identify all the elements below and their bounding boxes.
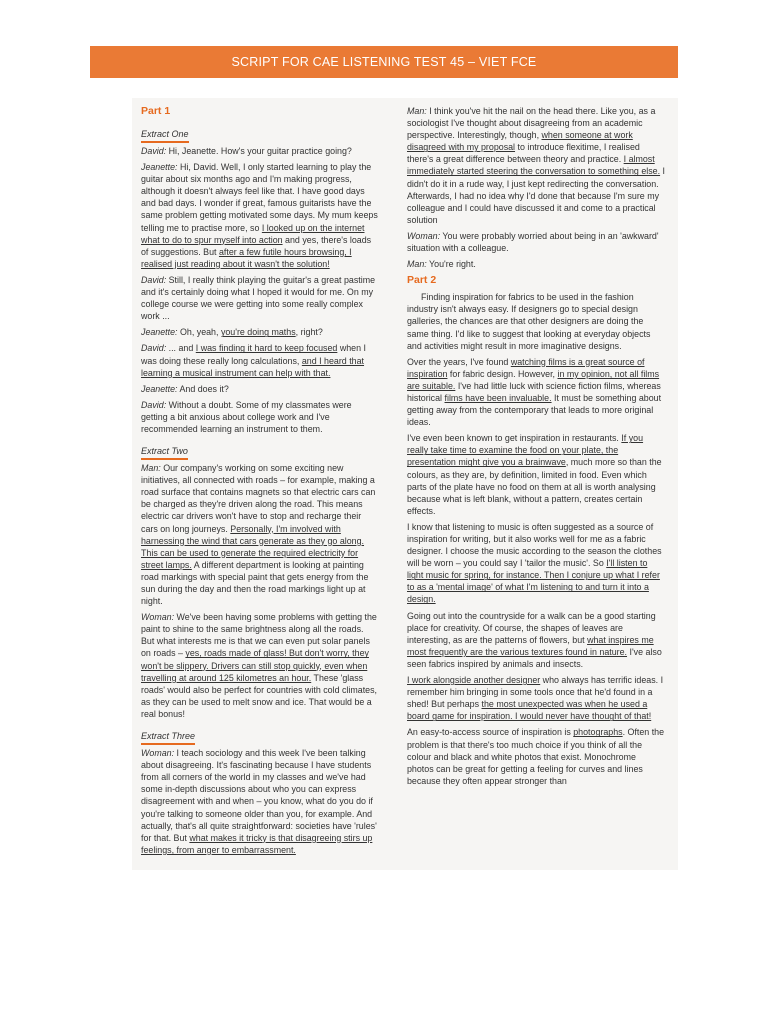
paragraph: I've even been known to get inspiration in restaurants. If you really take time to examine the food on your plate, the presentation might give you a brainwave, much more so than the colours, as they are, by definition, limited in food. Even which parts of the plate have no food on them at all is worth analysing because what is left blank, without a pattern, creates certain effects. — [407, 433, 662, 516]
dialogue-line: Man: I think you've hit the nail on the head there. Like you, as a sociologist I've thought about disagreeing from an academic perspective. Interestingly, though, when someone at work disagreed with my proposal to introduce flexitime, I realised there's a great difference between theory and practice. I almost immediately started steering the conversation to something else. I didn't do it in a rude way, I just kept redirecting the conversation. Afterwards, I had no idea why I'd done that because I'm sure my colleague and I could have discussed it and come to a practical solution — [407, 106, 666, 225]
dialogue-line: Woman: I teach sociology and this week I've been talking about disagreeing. It's fascinating because I have students from all corners of the world in my classes and we've had some in-depth discussions about who you can express disagreement with and when – you know, what do you do if you're talking to someone older than you, for example. And actually, that's all quite straightforward: societies have 'rules' for that. But what makes it tricky is that disagreeing stirs up feelings, from anger to embarrassment. — [141, 748, 377, 855]
part-2-heading: Part 2 — [407, 274, 437, 287]
dialogue-line: Woman: You were probably worried about being in an 'awkward' situation with a colleague. — [407, 230, 659, 254]
underlined-answer: and I heard that learning a musical instrument can help with that. — [141, 355, 365, 378]
speaker: Jeanette: — [141, 327, 178, 338]
speaker: Man: — [407, 259, 427, 270]
underlined-answer: I looked up on the internet what to do to spur myself into action — [141, 222, 365, 245]
dialogue-line: Jeanette: And does it? — [141, 383, 229, 394]
underlined-answer: after a few futile hours browsing, I realised just reading about it wasn't the solution! — [141, 246, 352, 269]
underlined-answer: the most unexpected was when he used a board game for inspiration. I would never have thought of that! — [407, 699, 652, 722]
right-column — [407, 105, 665, 791]
underlined-answer: watching films is a great source of inspiration — [407, 356, 645, 379]
dialogue-line: David: Still, I really think playing the guitar's a great pastime and it's certainly doing what I hoped it would for me. On my college course we were getting into some really complex work ... — [141, 274, 376, 322]
underlined-answer: I work alongside another designer — [407, 675, 541, 686]
speaker: David: — [141, 274, 167, 285]
extract-two-heading: Extract Two — [141, 445, 188, 460]
speaker: Jeanette: — [141, 383, 178, 394]
paragraph: Over the years, I've found watching films is a great source of inspiration for fabric design. However, in my opinion, not all films are suitable. I've had little luck with science fiction films, whereas historical films have been invaluable. It must be something about getting away from the contemporary that leads to more original ideas. — [407, 356, 662, 428]
dialogue-line: Man: You're right. — [407, 259, 476, 270]
underlined-answer: films have been invaluable. — [444, 392, 552, 403]
dialogue-line: David: Without a doubt. Some of my classmates were getting a bit anxious about college work and I've recommended learning an instrument to them. — [141, 399, 352, 434]
left-column — [141, 105, 379, 860]
underlined-answer: what inspires me most frequently are the various textures found in nature. — [407, 634, 654, 657]
dialogue-line: Jeanette: Oh, yeah, you're doing maths, right? — [141, 327, 323, 338]
dialogue-line: David: Hi, Jeanette. How's your guitar practice going? — [141, 146, 352, 156]
underlined-answer: If you really take time to examine the food on your plate, the presentation might give you a brainwave — [407, 433, 644, 468]
speaker: David: — [141, 146, 167, 156]
paragraph: Going out into the countryside for a walk can be a good starting place for creativity. Of course, the shapes of leaves are interesting, as are the patterns of flowers, but what inspires me most frequently are the various textures found in nature. I've also seen fabrics inspired by animals and insects. — [407, 610, 662, 669]
paragraph: Finding inspiration for fabrics to be used in the fashion industry isn't always easy. If designers go to special design galleries, the chances are that other designers are doing the same thing. I'd like to suggest that looking at everyday objects and activities might result in more imaginative designs. — [407, 292, 651, 351]
dialogue-line: Woman: We've been having some problems with getting the paint to shine to the same brightness along all the roads. But what interests me is that we can even put solar panels on roads – yes, roads made of glass! But don't worry, they won't be slippery. Drivers can still stop quickly, even when travelling at around 125 kilometres an hour. These 'glass roads' would also be perfect for countries with cold climates, as they can be used to melt snow and ice. That would be a real bonus! — [141, 612, 378, 719]
dialogue-line: Jeanette: Hi, David. Well, I only started learning to play the guitar about six months ago and I'm making progress, although it doesn't always feel like that. I have good days and bad days. I wonder if great, famous guitarists have the same problem getting motivated some days. My mum keeps telling me to practise more, so I looked up on the internet what to do to spur myself into action and yes, there's loads of suggestions. But after a few futile hours browsing, I realised just reading about it wasn't the solution! — [141, 162, 378, 269]
part-1-heading: Part 1 — [141, 105, 171, 117]
underlined-answer: Personally, I'm involved with harnessing the wind that cars generate as they go along. This can be used to generate the required electricity for street lamps. — [141, 523, 365, 570]
underlined-answer: I'll listen to light music for spring, for instance. Then I conjure up what I refer to as a 'mental image' of what I'm listening to and turn it into a design. — [407, 558, 660, 605]
paragraph: I work alongside another designer who always has terrific ideas. I remember him bringing in some tools once that he'd found in a shed! But perhaps the most unexpected was when he used a board game for inspiration. I would never have thought of that! — [407, 675, 664, 722]
underlined-answer: I was finding it hard to keep focused — [195, 343, 338, 354]
underlined-answer: I almost immediately started steering the conversation to something else. — [407, 154, 661, 177]
underlined-answer: photographs — [573, 727, 623, 738]
underlined-answer: when someone at work disagreed with my proposal — [407, 130, 633, 153]
speaker: David: — [141, 399, 167, 410]
dialogue-line: Man: Our company's working on some exciting new initiatives, all connected with roads – for example, making a road surface that contains magnets so that electric cars can be charged as they're driven along the road. This means electric car drivers won't have to stop and recharge their cars on long journeys. Personally, I'm involved with harnessing the wind that cars generate as they go along. This can be used to generate the required electricity for street lamps. A different department is looking at painting road markings with special paint that gets energy from the sun during the day and then the road markings light up at night. — [141, 463, 376, 607]
paragraph: I know that listening to music is often suggested as a source of inspiration for writing, but it also works well for me as a fabric designer. I choose the music according to the season the clothes will be worn – you could say I 'tailor the music'. So I'll listen to light music for spring, for instance. Then I conjure up what I refer to as a 'mental image' of what I'm listening to and turn it into a design. — [407, 521, 662, 605]
speaker: Woman: — [141, 612, 175, 623]
underlined-answer: you're doing maths — [220, 327, 296, 338]
extract-one-heading: Extract One — [141, 128, 189, 143]
document-title-banner: SCRIPT FOR CAE LISTENING TEST 45 – VIET FCE — [90, 46, 678, 78]
underlined-answer: yes, roads made of glass! But don't worry, they won't be slippery. Drivers can still stop quickly, even when travelling at around 125 kilometres an hour. — [141, 648, 369, 683]
extract-three-heading: Extract Three — [141, 730, 195, 745]
paragraph: An easy-to-access source of inspiration is photographs. Often the problem is that there's too much choice if you think of all the colour and black and white photos that exist. Monochrome photos can be great for getting a feeling for curves and lines because they often appear stronger than — [407, 727, 665, 786]
dialogue-line: David: ... and I was finding it hard to keep focused when I was doing these really long calculations, and I heard that learning a musical instrument can help with that. — [141, 343, 366, 378]
speaker: Man: — [407, 106, 427, 116]
underlined-answer: in my opinion, not all films are suitable. — [407, 368, 660, 391]
speaker: Woman: — [407, 230, 441, 241]
speaker: David: — [141, 343, 167, 354]
speaker: Man: — [141, 463, 161, 474]
underlined-answer: what makes it tricky is that disagreeing stirs up feelings, from anger to embarrassment. — [141, 832, 373, 855]
speaker: Woman: — [141, 748, 175, 759]
speaker: Jeanette: — [141, 162, 178, 173]
